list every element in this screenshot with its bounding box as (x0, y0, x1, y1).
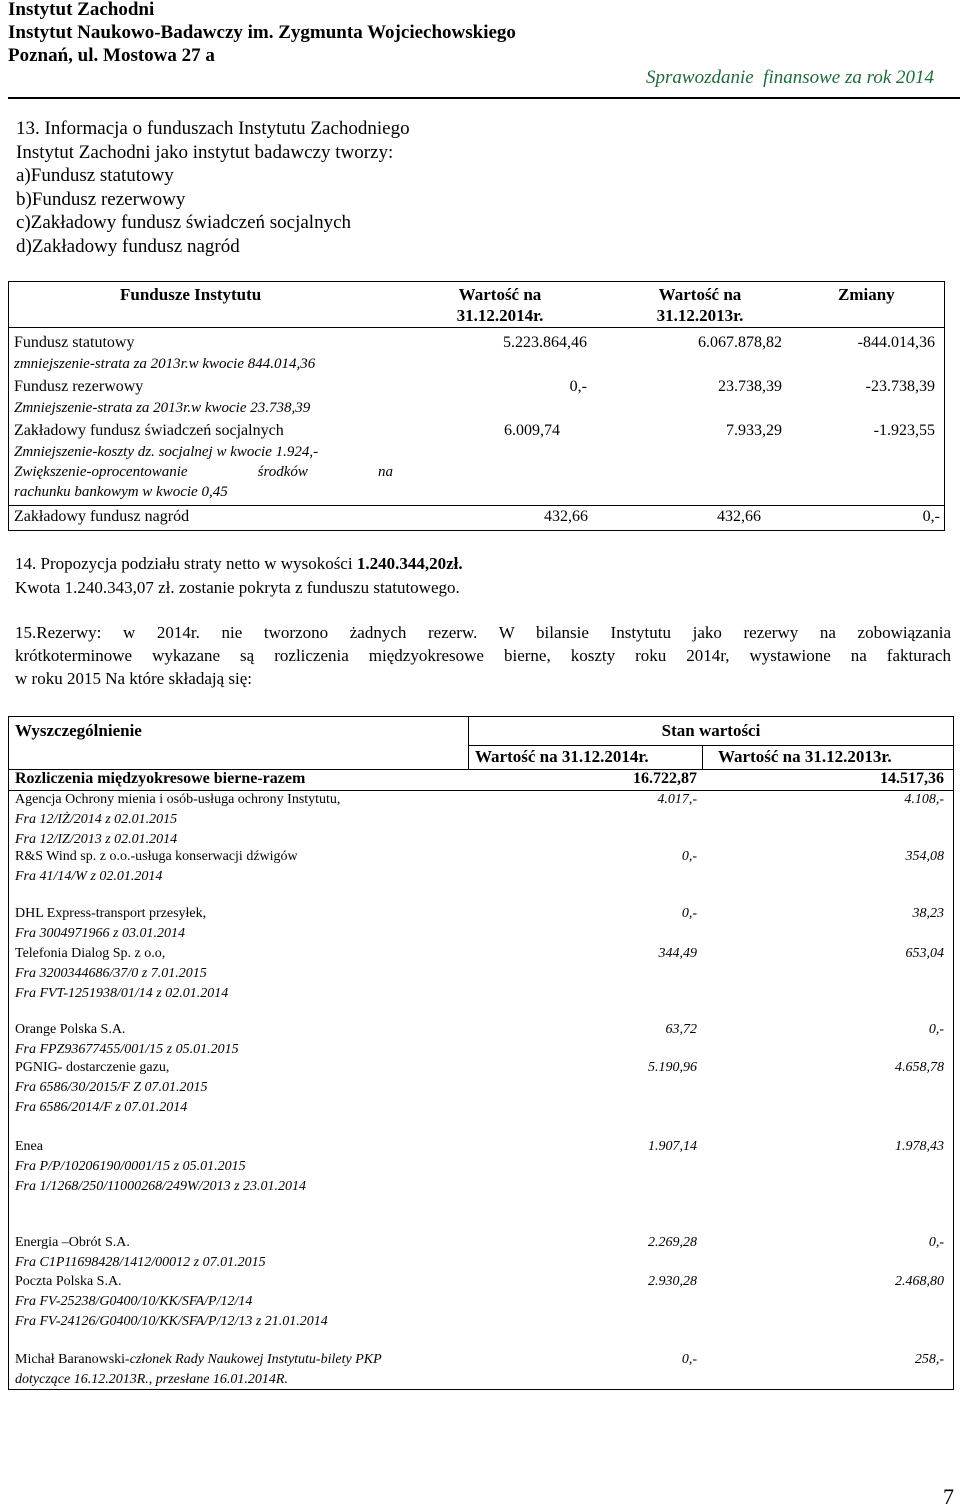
header-institute-full: Instytut Naukowo-Badawczy im. Zygmunta Wojciechowskiego (8, 22, 516, 43)
section15-body (15, 622, 951, 689)
funds-header-2013 (630, 284, 770, 326)
accrual-entry-invoice: Fra P/P/10206190/0001/15 z 05.01.2015 (15, 1159, 246, 1174)
accrual-entry-invoice: Fra 6586/30/2015/F Z 07.01.2015 (15, 1080, 208, 1095)
accrual-entry-invoice: Fra 6586/2014/F z 07.01.2014 (15, 1100, 188, 1115)
accrual-entry-2014: 0,- (681, 906, 697, 921)
section13-item: d)Zakładowy fundusz nagród (16, 235, 240, 257)
accrual-entry-2013: 4.108,- (904, 792, 944, 807)
funds-row-change: -844.014,36 (857, 334, 935, 351)
funds-row-note: Zmniejszenie-strata za 2013r.w kwocie 23.738,39 (14, 400, 311, 416)
accrual-entry-invoice: Fra FPZ93677455/001/15 z 05.01.2015 (15, 1042, 239, 1057)
section13-item: a)Fundusz statutowy (16, 165, 174, 186)
funds-row-v2013: 7.933,29 (726, 422, 782, 439)
page-number: 7 (943, 1484, 954, 1509)
funds-row-v2013: 432,66 (717, 508, 761, 525)
funds-row-v2013: 6.067.878,82 (698, 334, 782, 351)
accrual-entry (15, 1233, 266, 1273)
funds-header-change: Zmiany (838, 285, 895, 304)
section14-text: 14. Propozycja podziału straty netto w wysokości (15, 554, 357, 573)
funds-row-v2014: 5.223.864,46 (503, 334, 587, 351)
header-report-title: Sprawozdanie finansowe za rok 2014 (646, 67, 934, 88)
accrual-entry (15, 1020, 239, 1060)
accrual-entry (15, 1272, 328, 1332)
accrual-entry-name: DHL Express-transport przesyłek, (15, 906, 207, 921)
funds-table-border (8, 505, 945, 506)
funds-row-note: zmniejszenie-strata za 2013r.w kwocie 844.014,36 (14, 356, 316, 372)
funds-row-name: Zakładowy fundusz świadczeń socjalnych (14, 422, 284, 439)
accrual-entry-2014: 0,- (681, 849, 697, 864)
accruals-header-state: Stan wartości (661, 721, 761, 740)
funds-header-2014 (430, 284, 570, 326)
accrual-entry-invoice: Fra 3200344686/37/0 z 7.01.2015 (15, 966, 207, 981)
accrual-entry-invoice: Fra FV-25238/G0400/10/KK/SFA/P/12/14 (15, 1294, 253, 1309)
funds-row-change: -23.738,39 (865, 378, 935, 395)
accrual-entry-2013: 0,- (928, 1235, 944, 1250)
funds-table-border (944, 281, 945, 531)
accrual-entry-invoice: Fra FV-24126/G0400/10/KK/SFA/P/12/13 z 21.01.2014 (15, 1314, 328, 1329)
funds-table-border (8, 281, 945, 282)
funds-table-border (8, 530, 945, 531)
accrual-entry-2013: 2.468,80 (895, 1274, 944, 1289)
accrual-entry-name-part: Michał Baranowski- (15, 1352, 130, 1367)
section14-line2: Kwota 1.240.343,07 zł. zostanie pokryta z funduszu statutowego. (15, 578, 460, 597)
funds-row-note: Zmniejszenie-koszty dz. socjalnej w kwocie 1.924,- (14, 444, 319, 460)
funds-row-change: 0,- (922, 508, 940, 525)
section15-line: krótkoterminowe wykazane są rozliczenia międzyokresowe bierne, koszty roku 2014r, wystawione na fakturach (15, 646, 951, 665)
accrual-entry-invoice: Fra 41/14/W z 02.01.2014 (15, 869, 163, 884)
funds-table-border (8, 281, 9, 531)
accrual-entry-invoice: Fra FVT-1251938/01/14 z 02.01.2014 (15, 986, 229, 1001)
accrual-entry-2014: 2.269,28 (648, 1235, 697, 1250)
accrual-entry-2013: 354,08 (905, 849, 944, 864)
funds-row-v2014: 6.009,74 (504, 422, 560, 439)
funds-row-note: rachunku bankowym w kwocie 0,45 (14, 484, 228, 500)
accrual-entry-invoice: Fra 1/1268/250/11000268/249W/2013 z 23.01.2014 (15, 1179, 307, 1194)
accrual-entry-2014: 2.930,28 (648, 1274, 697, 1289)
accrual-entry-2013: 0,- (928, 1022, 944, 1037)
section13-title: 13. Informacja o funduszach Instytutu Zachodniego (16, 118, 410, 139)
funds-row-note: Zwiększenie-oprocentowanie środków na (14, 464, 393, 480)
funds-row-name: Fundusz statutowy (14, 334, 135, 351)
accruals-border (953, 716, 954, 1390)
accrual-entry-2014: 0,- (681, 1352, 697, 1367)
accrual-entry (15, 1350, 382, 1390)
accrual-entry-name: Energia –Obrót S.A. (15, 1235, 130, 1250)
accrual-entry (15, 1137, 306, 1197)
section14-line1 (15, 553, 463, 574)
section13-intro: Instytut Zachodni jako instytut badawczy tworzy: (16, 141, 394, 163)
section13-body (16, 117, 410, 258)
accrual-entry-name: Telefonia Dialog Sp. z o.o, (15, 946, 166, 961)
accrual-entry-2013: 4.658,78 (895, 1060, 944, 1075)
accrual-entry-2014: 344,49 (658, 946, 697, 961)
accruals-total-2013: 14.517,36 (880, 770, 944, 787)
accrual-entry-name-part: członek Rady Naukowej Instytutu-bilety PKP (129, 1352, 382, 1367)
funds-header-2013-line2: 31.12.2013r. (656, 306, 744, 325)
header-address: Poznań, ul. Mostowa 27 a (8, 45, 215, 66)
accrual-entry-2013: 258,- (914, 1352, 944, 1367)
accrual-entry-invoice: Fra 12/IZ/2013 z 02.01.2014 (15, 832, 178, 847)
accrual-entry-2013: 653,04 (905, 946, 944, 961)
accrual-entry-2014: 4.017,- (657, 792, 697, 807)
funds-row-v2013: 23.738,39 (718, 378, 782, 395)
accrual-entry-invoice: Fra 3004971966 z 03.01.2014 (15, 926, 185, 941)
header-divider (8, 97, 960, 99)
section14-amount: 1.240.344,20zł. (356, 554, 463, 573)
accruals-header-spec: Wyszczególnienie (15, 721, 142, 740)
accrual-entry-2013: 1.978,43 (895, 1139, 944, 1154)
accrual-entry-name (15, 1350, 382, 1370)
accrual-entry-2014: 63,72 (665, 1022, 697, 1037)
accrual-entry-detail: dotyczące 16.12.2013R., przesłane 16.01.2014R. (15, 1372, 288, 1387)
accrual-entry-name: R&S Wind sp. z o.o.-usługa konserwacji dźwigów (15, 849, 298, 864)
accruals-border (8, 716, 954, 717)
accruals-header-2014: Wartość na 31.12.2014r. (475, 747, 649, 766)
funds-header-2013-line1: Wartość na (658, 285, 742, 304)
accruals-total-label: Rozliczenia międzyokresowe bierne-razem (15, 770, 306, 787)
section13-item: b)Fundusz rezerwowy (16, 188, 186, 210)
accrual-entry-name: Orange Polska S.A. (15, 1022, 126, 1037)
accrual-entry-2013: 38,23 (912, 906, 944, 921)
funds-header-name: Fundusze Instytutu (120, 285, 262, 304)
accruals-header-2013: Wartość na 31.12.2013r. (718, 747, 892, 766)
accrual-entry-name: PGNIG- dostarczenie gazu, (15, 1060, 170, 1075)
accrual-entry (15, 944, 228, 1004)
accruals-border (8, 716, 9, 1390)
accrual-entry (15, 904, 206, 944)
funds-header-2014-line1: Wartość na (458, 285, 542, 304)
accrual-entry-invoice: Fra 12/IŻ/2014 z 02.01.2015 (15, 812, 178, 827)
accrual-entry (15, 847, 298, 887)
accrual-entry-name: Agencja Ochrony mienia i osób-usługa ochrony Instytutu, (15, 792, 341, 807)
accrual-entry-name: Poczta Polska S.A. (15, 1274, 122, 1289)
section15-line: w roku 2015 Na które składają się: (15, 669, 252, 688)
section15-line: 15.Rezerwy: w 2014r. nie tworzono żadnych rezerw. W bilansie Instytutu jako rezerwy na zobowiązania (15, 623, 951, 642)
accrual-entry (15, 790, 340, 850)
funds-table-border (8, 327, 945, 328)
funds-row-change: -1.923,55 (873, 422, 935, 439)
accrual-entry-invoice: Fra C1P11698428/1412/00012 z 07.01.2015 (15, 1255, 266, 1270)
accrual-entry (15, 1058, 208, 1118)
accrual-entry-2014: 5.190,96 (648, 1060, 697, 1075)
accrual-entry-2014: 1.907,14 (648, 1139, 697, 1154)
funds-row-v2014: 0,- (569, 378, 587, 395)
funds-header-2014-line2: 31.12.2014r. (456, 306, 544, 325)
funds-row-name: Zakładowy fundusz nagród (14, 508, 190, 525)
header-institute: Instytut Zachodni (8, 0, 155, 20)
funds-row-name: Fundusz rezerwowy (14, 378, 144, 395)
funds-row-v2014: 432,66 (544, 508, 588, 525)
accruals-border (702, 745, 703, 770)
accrual-entry-name: Enea (15, 1139, 43, 1154)
accruals-total-2014: 16.722,87 (633, 770, 697, 787)
section13-item: c)Zakładowy fundusz świadczeń socjalnych (16, 212, 352, 233)
